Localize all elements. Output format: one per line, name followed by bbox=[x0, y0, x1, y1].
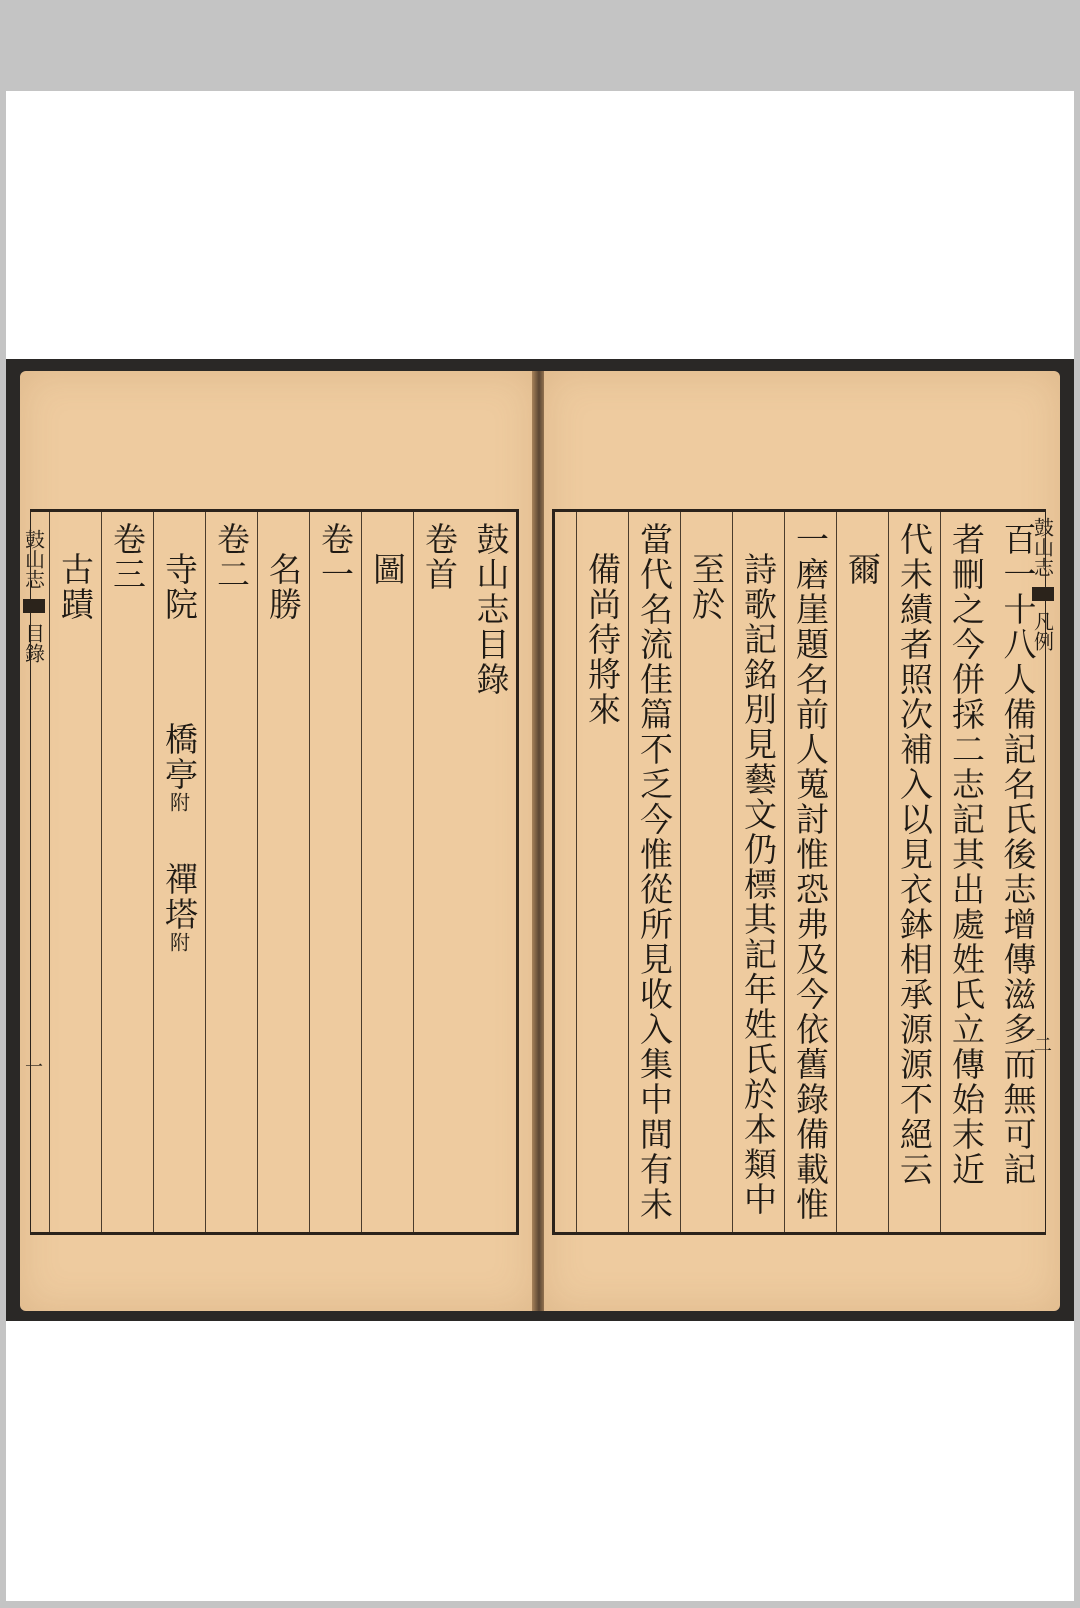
right-spine-title: 鼓山志 bbox=[1030, 517, 1055, 577]
toc-column bbox=[49, 512, 100, 1232]
toc-column bbox=[205, 512, 256, 1232]
toc-sub-entry bbox=[159, 722, 199, 812]
toc-sub-entry-note: 附 bbox=[166, 792, 191, 812]
toc-entry: 古蹟 bbox=[56, 552, 95, 622]
toc-entry: 卷三 bbox=[108, 522, 147, 592]
text-column bbox=[628, 512, 679, 1232]
toc-sub-entry-note: 附 bbox=[166, 932, 191, 952]
text-line: 詩歌記銘別見藝文仍標其記年姓氏於本類中 bbox=[739, 552, 778, 1217]
toc-entry: 名勝 bbox=[264, 552, 303, 622]
right-spine-section: 凡例 bbox=[1030, 611, 1055, 651]
text-line: 者刪之今併採二志記其出處姓氏立傳始末近 bbox=[947, 522, 986, 1187]
book-scan bbox=[6, 359, 1074, 1321]
text-column bbox=[680, 512, 731, 1232]
text-line: 代未績者照次補入以見衣鉢相承源源不絕云 bbox=[895, 522, 934, 1187]
toc-entry: 卷二 bbox=[212, 522, 251, 592]
text-line: 當代名流佳篇不乏今惟從所見收入集中間有未 bbox=[635, 522, 674, 1222]
toc-title-column bbox=[465, 512, 516, 1232]
toc-column bbox=[153, 512, 204, 1232]
toc-column bbox=[101, 512, 152, 1232]
toc-entry: 寺院 bbox=[160, 552, 199, 622]
toc-title: 鼓山志目錄 bbox=[471, 522, 511, 697]
text-line: 爾 bbox=[843, 552, 882, 587]
text-line: 至於 bbox=[687, 552, 726, 622]
right-page bbox=[544, 371, 1060, 1311]
toc-sub-entry-text: 橋亭 bbox=[160, 722, 199, 792]
left-page bbox=[20, 371, 534, 1311]
toc-column bbox=[361, 512, 412, 1232]
right-folio: 二 bbox=[1034, 1035, 1052, 1056]
text-column bbox=[992, 512, 1043, 1232]
text-column bbox=[836, 512, 887, 1232]
toc-sub-entry-text: 禪塔 bbox=[160, 862, 199, 932]
text-column bbox=[784, 512, 835, 1232]
right-frame bbox=[552, 509, 1046, 1235]
text-column bbox=[888, 512, 939, 1232]
text-line: 備尚待將來 bbox=[583, 552, 622, 727]
toc-column bbox=[413, 512, 464, 1232]
toc-sub-entry bbox=[159, 862, 199, 952]
text-line: 百一十八人備記名氏後志增傳滋多而無可記 bbox=[998, 522, 1038, 1187]
left-folio: 一 bbox=[25, 1057, 43, 1078]
toc-entry: 卷首 bbox=[420, 522, 459, 592]
left-spine-section: 目錄 bbox=[21, 623, 46, 663]
toc-column bbox=[309, 512, 360, 1232]
left-frame bbox=[30, 509, 519, 1235]
text-line: 一磨崖題名前人蒐討惟恐弗及今依舊錄備載惟 bbox=[791, 522, 830, 1222]
image-viewer bbox=[6, 91, 1074, 1601]
toc-column bbox=[257, 512, 308, 1232]
toc-entry: 卷一 bbox=[316, 522, 355, 592]
left-spine-title: 鼓山志 bbox=[21, 529, 46, 589]
text-column bbox=[732, 512, 783, 1232]
text-column bbox=[940, 512, 991, 1232]
toc-entry: 圖 bbox=[368, 552, 407, 587]
text-column bbox=[576, 512, 627, 1232]
